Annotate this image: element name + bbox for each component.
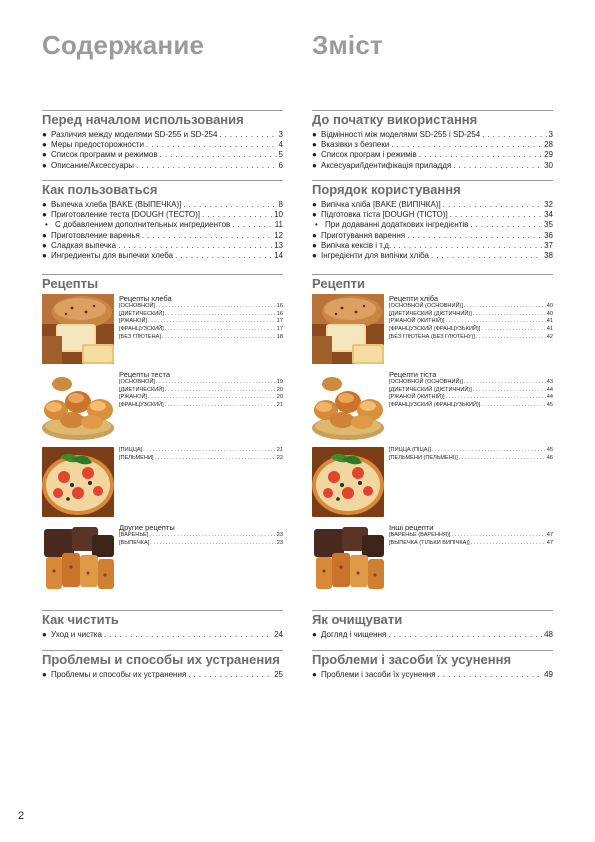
recipe-group: [42, 370, 283, 440]
recipe-page-number: 21: [276, 447, 283, 453]
toc-entry-text: Підготовка тіста [DOUGH (ТІСТО)]: [321, 210, 448, 220]
recipe-entry-text: [ФРАНЦУЗСКИЙ (ФРАНЦУЗЬКИЙ)]: [389, 326, 481, 333]
toc-page-number: 37: [544, 240, 553, 250]
recipe-group-heading: Інші рецепти: [389, 523, 434, 532]
bullet-icon: ●: [42, 130, 47, 139]
recipe-entry[interactable]: [389, 326, 553, 334]
toc-entry-text: Список программ и режимов: [51, 150, 158, 160]
page-title-russian: Содержание: [42, 30, 205, 60]
dot-leader: [451, 532, 545, 540]
recipe-entry-text: [ВАРЕНЬЕ]: [119, 532, 149, 538]
toc-section: [312, 610, 553, 640]
recipe-page-number: 42: [546, 333, 553, 340]
recipe-entry[interactable]: [119, 379, 283, 387]
recipe-entry-text: [ФРАНЦУЗСКИЙ (ФРАНЦУЗЬКИЙ)]: [389, 402, 481, 409]
toc-entry[interactable]: [312, 161, 553, 171]
dot-leader: [136, 161, 277, 171]
recipe-entry-text: [ПИЦЦА]: [119, 447, 143, 453]
sub-bullet-icon: •: [45, 220, 48, 230]
toc-page-number: 6: [278, 160, 283, 170]
dot-leader: [407, 231, 542, 241]
section-heading[interactable]: Перед началом использования: [42, 110, 283, 127]
pizza-photo: [42, 447, 114, 517]
recipe-entry-text: [ФРАНЦУЗСКИЙ]: [119, 402, 164, 409]
toc-entry[interactable]: [312, 210, 553, 220]
recipe-group-heading: Рецепти хліба: [389, 294, 439, 303]
toc-entry-text: С добавлением дополнительных ингредиентов: [55, 220, 231, 230]
recipe-group: [42, 294, 283, 364]
toc-entry-text: Сладкая выпечка: [51, 240, 117, 250]
recipe-entry-text: [ОСНОВНОЙ (ОСНОВНИЙ)]: [389, 303, 463, 309]
toc-section: [312, 274, 553, 291]
dot-leader: [432, 447, 546, 455]
recipe-page-number: 40: [546, 310, 553, 317]
recipe-photo: [312, 370, 384, 440]
recipe-page-number: 47: [546, 539, 553, 546]
bullet-icon: ●: [312, 200, 317, 209]
recipe-photo: [312, 447, 384, 517]
section-entries: [312, 200, 553, 261]
dot-leader: [219, 130, 276, 140]
dot-leader: [104, 630, 272, 640]
recipe-page-number: 16: [276, 310, 283, 317]
dot-leader: [443, 200, 542, 210]
dot-leader: [175, 251, 272, 261]
recipe-entry[interactable]: [389, 394, 553, 402]
recipe-group: [312, 523, 553, 593]
dot-leader: [202, 210, 272, 220]
recipe-group-heading: Рецепти тіста: [389, 370, 437, 379]
recipe-entry-text: [ПЕЛЬМЕНИ]: [119, 454, 154, 461]
recipe-entry[interactable]: [389, 318, 553, 326]
toc-entry[interactable]: [42, 210, 283, 220]
recipe-entry-text: [ПИЦЦА (ПІЦА)]: [389, 447, 431, 453]
recipe-page-number: 20: [276, 386, 283, 393]
recipe-group: [312, 370, 553, 440]
toc-entry-text: Проблеми і засоби їх усунення: [321, 670, 436, 679]
bullet-icon: ●: [42, 150, 47, 160]
toc-entry[interactable]: [42, 130, 283, 140]
dot-leader: [450, 210, 542, 220]
dot-leader: [473, 387, 546, 395]
recipe-entry[interactable]: [389, 532, 553, 540]
dot-leader: [165, 387, 276, 395]
bullet-icon: ●: [42, 200, 47, 209]
cakes-photo: [312, 523, 384, 593]
toc-entry-text: Меры предосторожности: [51, 140, 144, 150]
dot-leader: [481, 402, 545, 410]
recipe-entry[interactable]: [389, 455, 553, 463]
recipe-entry[interactable]: [119, 303, 283, 311]
recipe-list: [389, 370, 553, 410]
dot-leader: [156, 303, 276, 311]
dot-leader: [165, 326, 276, 334]
recipe-entry[interactable]: [389, 540, 553, 548]
recipe-entry[interactable]: [119, 447, 283, 455]
toc-page-number: 12: [274, 230, 283, 240]
recipe-group: [42, 447, 283, 517]
buns-photo: [42, 370, 114, 440]
page-number: 2: [18, 810, 25, 822]
toc-entry[interactable]: [312, 130, 553, 140]
section-heading[interactable]: Как чистить: [42, 610, 283, 627]
recipe-list: [119, 523, 283, 547]
recipe-entry-text: [ДИЕТИЧЕСКИЙ]: [119, 386, 164, 393]
toc-entry-text: Приготовление теста [DOUGH (ТЕСТО)]: [51, 210, 200, 220]
section-heading[interactable]: До початку використання: [312, 110, 553, 127]
bullet-icon: ●: [42, 160, 47, 170]
recipe-entry[interactable]: [119, 455, 283, 463]
dot-leader: [481, 326, 545, 334]
dot-leader: [118, 241, 272, 251]
recipe-entry[interactable]: [119, 334, 283, 342]
recipe-group-heading: Другие рецепты: [119, 523, 175, 532]
toc-page-number: 8: [278, 200, 283, 209]
recipe-list: [119, 370, 283, 410]
recipe-entry-text: [ОСНОВНОЙ]: [119, 303, 156, 309]
recipe-entry-text: [ДИЕТИЧЕСКИЙ (ДІЄТИЧНИЙ)]: [389, 386, 472, 393]
toc-page-number: 34: [544, 210, 553, 220]
bullet-icon: ●: [312, 150, 317, 160]
toc-entry[interactable]: [42, 200, 283, 210]
recipe-page-number: 46: [546, 454, 553, 461]
toc-entry-text: Список програм і режимів: [321, 150, 417, 160]
recipe-entry[interactable]: [389, 447, 553, 455]
recipe-group: [312, 447, 553, 517]
dot-leader: [438, 670, 543, 680]
dot-leader: [148, 318, 276, 326]
dot-leader: [453, 161, 542, 171]
toc-page-number: 13: [274, 240, 283, 250]
recipe-entry[interactable]: [119, 402, 283, 410]
recipe-page-number: 23: [276, 539, 283, 546]
section-entries: [42, 670, 283, 680]
section-heading[interactable]: Рецепты: [42, 274, 283, 291]
recipe-page-number: 45: [546, 447, 553, 453]
dot-leader: [464, 303, 546, 311]
bullet-icon: ●: [312, 230, 317, 240]
recipe-list: [389, 294, 553, 342]
toc-entry-text: Аксесуари/Ідентифікація приладдя: [321, 160, 452, 170]
toc-page-number: 29: [544, 150, 553, 160]
recipe-entry[interactable]: [119, 394, 283, 402]
toc-entry[interactable]: [42, 630, 283, 640]
recipe-list: [119, 294, 283, 342]
toc-entry[interactable]: [42, 241, 283, 251]
recipe-entry-text: [БЕЗ ГЛЮТЕНА]: [119, 333, 161, 340]
dot-leader: [148, 394, 276, 402]
recipe-page-number: 19: [276, 379, 283, 385]
recipe-page-number: 17: [276, 326, 283, 333]
toc-entry[interactable]: [42, 161, 283, 171]
toc-page-number: 3: [548, 130, 553, 139]
toc-entry[interactable]: [42, 140, 283, 150]
recipe-entry-text: [БЕЗ ГЛЮТЕНА (БЕЗ ГЛЮТЕНУ)]: [389, 333, 475, 340]
recipe-page-number: 40: [546, 303, 553, 309]
toc-section: [42, 650, 283, 680]
dot-leader: [165, 402, 276, 410]
bullet-icon: ●: [42, 670, 47, 679]
toc-entry[interactable]: [42, 220, 283, 230]
section-heading[interactable]: Як очищувати: [312, 610, 553, 627]
recipe-photo: [42, 370, 114, 440]
recipe-page-number: 21: [276, 402, 283, 409]
recipe-entry[interactable]: [389, 379, 553, 387]
recipe-entry[interactable]: [389, 334, 553, 342]
bread-photo: [42, 294, 114, 364]
toc-entry-text: Інгредієнти для випічки хліба: [321, 251, 429, 261]
bullet-icon: ●: [312, 130, 317, 139]
dot-leader: [482, 130, 546, 140]
section-heading[interactable]: Рецепти: [312, 274, 553, 291]
toc-entry[interactable]: [312, 241, 553, 251]
toc-page-number: 28: [544, 140, 553, 150]
toc-entry[interactable]: [42, 251, 283, 261]
dot-leader: [155, 455, 276, 463]
toc-section: [42, 610, 283, 640]
dot-leader: [142, 231, 272, 241]
toc-entry[interactable]: [312, 150, 553, 160]
recipe-entry-text: [ПЕЛЬМЕНИ (ПЕЛЬМЕНІ)]: [389, 454, 458, 461]
recipe-entry[interactable]: [389, 303, 553, 311]
toc-section: [42, 180, 283, 261]
recipe-entry-text: [ВЫПЕЧКА (ТІЛЬКИ ВИПІЧКА)]: [389, 539, 470, 546]
toc-entry-text: Випічка кексів і т.д.: [321, 240, 392, 250]
toc-section: [42, 110, 283, 171]
section-entries: [312, 630, 553, 640]
dot-leader: [431, 251, 542, 261]
bullet-icon: ●: [312, 630, 317, 639]
recipe-entry-text: [РЖАНОЙ]: [119, 318, 148, 325]
toc-entry-text: Відмінності між моделями SD-255 і SD-254: [321, 130, 481, 139]
recipe-entry[interactable]: [119, 540, 283, 548]
dot-leader: [188, 670, 272, 680]
toc-page-number: 25: [274, 670, 283, 679]
section-entries: [42, 130, 283, 171]
toc-entry[interactable]: [312, 220, 553, 230]
toc-entry[interactable]: [312, 231, 553, 241]
buns-photo: [312, 370, 384, 440]
bullet-icon: ●: [312, 670, 317, 679]
page-title-ukrainian: Зміст: [312, 30, 383, 60]
recipe-page-number: 47: [546, 532, 553, 538]
recipe-group: [312, 294, 553, 364]
bread-photo: [312, 294, 384, 364]
pizza-photo: [312, 447, 384, 517]
toc-page-number: 30: [544, 160, 553, 170]
recipe-page-number: 20: [276, 394, 283, 401]
recipe-page-number: 41: [546, 326, 553, 333]
toc-page-number: 36: [544, 230, 553, 240]
bullet-icon: ●: [42, 210, 47, 220]
bullet-icon: ●: [42, 230, 47, 240]
toc-page-number: 4: [278, 140, 283, 150]
toc-entry-text: Догляд і чищення: [321, 630, 387, 639]
recipe-page-number: 41: [546, 318, 553, 325]
recipe-entry-text: [ОСНОВНОЙ (ОСНОВНИЙ)]: [389, 379, 463, 385]
toc-entry-text: Уход и чистка: [51, 630, 102, 639]
toc-entry[interactable]: [42, 670, 283, 680]
recipe-photo: [42, 294, 114, 364]
toc-page-number: 10: [274, 210, 283, 220]
recipe-page-number: 22: [276, 454, 283, 461]
dot-leader: [446, 318, 546, 326]
bullet-icon: ●: [312, 240, 317, 250]
recipe-page-number: 16: [276, 303, 283, 309]
recipe-group-heading: Рецепты хлеба: [119, 294, 172, 303]
toc-entry-text: Проблемы и способы их устранения: [51, 670, 187, 679]
dot-leader: [446, 394, 546, 402]
recipe-page-number: 18: [276, 333, 283, 340]
bullet-icon: ●: [312, 140, 317, 150]
recipe-entry[interactable]: [119, 318, 283, 326]
section-heading[interactable]: Проблеми і засоби їх усунення: [312, 650, 553, 667]
dot-leader: [232, 220, 272, 230]
bullet-icon: ●: [312, 160, 317, 170]
bullet-icon: ●: [42, 251, 47, 261]
section-heading[interactable]: Проблемы и способы их устранения: [42, 650, 283, 667]
dot-leader: [149, 532, 275, 540]
toc-entry-text: Вказівки з безпеки: [321, 140, 390, 150]
toc-page-number: 24: [274, 630, 283, 639]
toc-page-number: 11: [274, 220, 283, 230]
toc-section: [42, 274, 283, 291]
toc-entry-text: Приготування варення: [321, 230, 406, 240]
dot-leader: [459, 455, 546, 463]
recipe-list: [389, 447, 553, 462]
section-entries: [42, 200, 283, 261]
bullet-icon: ●: [42, 240, 47, 250]
dot-leader: [143, 447, 276, 455]
recipe-entry-text: [ВЫПЕЧКА]: [119, 539, 150, 546]
recipe-page-number: 17: [276, 318, 283, 325]
toc-entry[interactable]: [42, 231, 283, 241]
recipe-photo: [42, 447, 114, 517]
toc-page-number: 3: [278, 130, 283, 139]
recipe-entry-text: [ОСНОВНОЙ]: [119, 379, 156, 385]
toc-page-number: 14: [274, 251, 283, 261]
recipe-entry-text: [РЖАНОЙ (ЖИТНІЙ)]: [389, 394, 445, 401]
dot-leader: [391, 140, 542, 150]
toc-entry[interactable]: [312, 670, 553, 680]
toc-entry[interactable]: [312, 251, 553, 261]
toc-entry-text: Приготовление варенья: [51, 230, 140, 240]
recipe-list: [119, 447, 283, 462]
dot-leader: [146, 140, 277, 150]
sub-bullet-icon: •: [315, 220, 318, 230]
dot-leader: [473, 311, 546, 319]
toc-entry[interactable]: [42, 150, 283, 160]
dot-leader: [150, 540, 276, 548]
toc-entry[interactable]: [312, 200, 553, 210]
bullet-icon: ●: [42, 140, 47, 150]
toc-section: [312, 180, 553, 261]
recipe-page-number: 44: [546, 394, 553, 401]
toc-page-number: 48: [544, 630, 553, 639]
recipe-entry[interactable]: [119, 326, 283, 334]
dot-leader: [162, 334, 276, 342]
recipe-entry-text: [РЖАНОЙ]: [119, 394, 148, 401]
recipe-page-number: 45: [546, 402, 553, 409]
bullet-icon: ●: [312, 251, 317, 261]
recipe-group: [42, 523, 283, 593]
recipe-entry-text: [РЖАНОЙ (ЖИТНІЙ)]: [389, 318, 445, 325]
dot-leader: [393, 241, 542, 251]
recipe-entry-text: [ДИЕТИЧЕСКИЙ (ДІЄТИЧНИЙ)]: [389, 310, 472, 317]
bullet-icon: ●: [312, 210, 317, 220]
dot-leader: [160, 150, 277, 160]
dot-leader: [471, 540, 546, 548]
dot-leader: [388, 630, 542, 640]
toc-page-number: 38: [544, 251, 553, 261]
recipe-entry[interactable]: [389, 402, 553, 410]
dot-leader: [470, 220, 542, 230]
toc-entry-text: Ингредиенты для выпечки хлеба: [51, 251, 174, 261]
dot-leader: [464, 379, 546, 387]
toc-entry-text: При додаванні додаткових інгредієнтів: [325, 220, 469, 230]
toc-entry[interactable]: [312, 140, 553, 150]
recipe-page-number: 44: [546, 386, 553, 393]
dot-leader: [165, 311, 276, 319]
toc-entry-text: Различия между моделями SD-255 и SD-254: [51, 130, 218, 139]
toc-section: [312, 650, 553, 680]
toc-entry-text: Описание/Аксессуары: [51, 160, 134, 170]
dot-leader: [419, 150, 542, 160]
bullet-icon: ●: [42, 630, 47, 639]
cakes-photo: [42, 523, 114, 593]
recipe-list: [389, 523, 553, 547]
section-entries: [42, 630, 283, 640]
recipe-entry[interactable]: [119, 532, 283, 540]
toc-entry-text: Випічка хліба [BAKE (ВИПІЧКА)]: [321, 200, 441, 209]
recipe-entry-text: [ФРАНЦУЗСКИЙ]: [119, 326, 164, 333]
dot-leader: [156, 379, 276, 387]
recipe-photo: [312, 523, 384, 593]
toc-page-number: 35: [544, 220, 553, 230]
section-heading[interactable]: Порядок користування: [312, 180, 553, 197]
recipe-entry-text: [ВАРЕНЬЕ (ВАРЕННЯ)]: [389, 532, 451, 538]
toc-page-number: 32: [544, 200, 553, 209]
recipe-photo: [312, 294, 384, 364]
toc-entry[interactable]: [312, 630, 553, 640]
recipe-page-number: 23: [276, 532, 283, 538]
toc-section: [312, 110, 553, 171]
section-entries: [312, 670, 553, 680]
toc-page-number: 5: [278, 150, 283, 160]
section-heading[interactable]: Как пользоваться: [42, 180, 283, 197]
recipe-group-heading: Рецепты теста: [119, 370, 170, 379]
section-entries: [312, 130, 553, 171]
recipe-page-number: 43: [546, 379, 553, 385]
dot-leader: [183, 200, 276, 210]
recipe-photo: [42, 523, 114, 593]
toc-entry-text: Выпечка хлеба [BAKE (ВЫПЕЧКА)]: [51, 200, 182, 209]
dot-leader: [476, 334, 546, 342]
toc-page-number: 49: [544, 670, 553, 679]
recipe-entry-text: [ДИЕТИЧЕСКИЙ]: [119, 310, 164, 317]
